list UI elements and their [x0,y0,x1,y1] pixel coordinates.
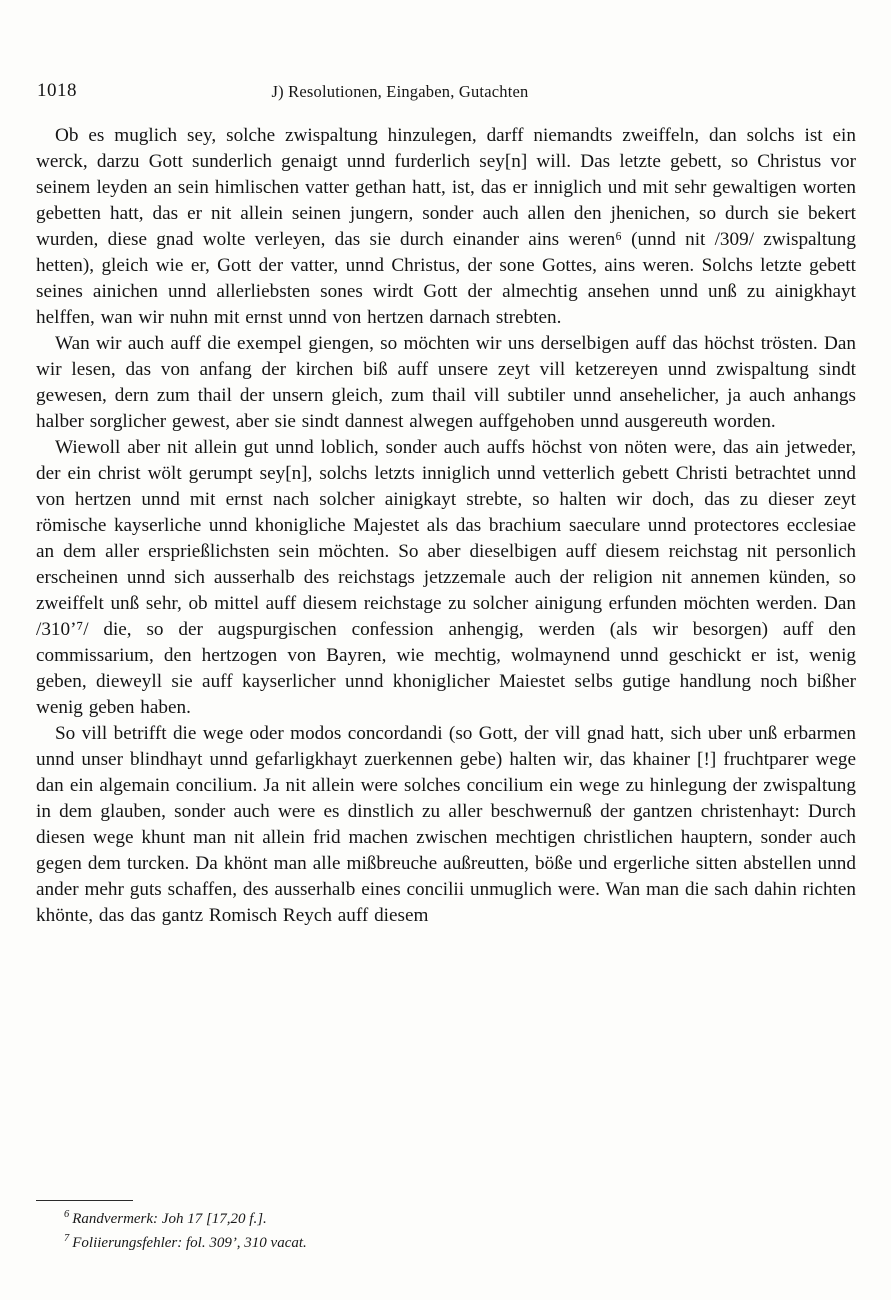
paragraph-3: Wiewoll aber nit allein gut unnd loblich, sonder auch auffs höchst von nöten were, das ain jetweder, der ein christ wölt gerumpt sey[n], solchs letzts inniglich unnd vetterlich gebett Christi betrachtet unnd von hertzen unnd mit ernst nach solcher ainigkayt strebte, so halten wir doch, das zu dieser zeyt römische kayserliche unnd khonigliche Majestet als das brachium saeculare unnd protectores ecclesiae an dem aller ersprießlichsten sein möchten. So aber dieselbigen auff diesem reichstag nit personlich erscheinen unnd sich ausserhalb des reichstags jetzzemale auch der religion nit annemen künden, so zweiffelt unß sehr, ob mittel auff diesem reichstage zu solcher ainigung erfunden möchten werden. Dan /310’⁷/ die, so der augspurgischen confession anhengig, werden (als wir besorgen) auff den commissarium, den hertzogen von Bayren, wie mechtig, wolmaynend unnd geschickt er ist, wenig geben, dieweyll sie auff kayserlicher unnd khoniglicher Maiestet selbs gutige handlung noch bißher wenig geben haben. [36,437,856,718]
footnote-marker: 6 [64,1209,70,1220]
footnote-text: Foliierungsfehler: fol. 309’, 310 vacat. [72,1234,307,1251]
footnote-6 [64,1208,856,1232]
footnote-marker: 7 [64,1232,70,1244]
footnote-separator [36,1200,133,1201]
paragraph-2: Wan wir auch auff die exempel giengen, so möchten wir uns derselbigen auff das höchst trösten. Dan wir lesen, das von anfang der kirchen biß auff unsere zeyt vill ketzereyen unnd zwispaltung sindt gewesen, dern zum thail der unsern gleich, zum thail vill subtiler unnd ansehelicher, ja auch anhangs halber sorglicher gewest, aber sie sindt dannest alwegen auffgehoben unnd ausgereuth worden. [36,333,856,432]
paragraph-4: So vill betrifft die wege oder modos concordandi (so Gott, der vill gnad hatt, sich uber unß erbarmen unnd unser blindhayt unnd gefarligkhayt zuerkennen gebe) halten wir, das khainer [!] fruchtparer wege dan ein algemain concilium. Ja nit allein were solches concilium ein wege zu hinlegung der zwispaltung in dem glauben, sonder auch were es dinstlich zu aller beschwernuß der gantzen christenhayt: Durch diesen wege khunt man nit allein frid machen zwischen mechtigen christlichen hauptern, sonder auch gegen dem turcken. Da khönt man alle mißbreuche außreutten, böße und ergerliche sitten abstellen unnd ander mehr guts schaffen, des ausserhalb eines concilii unmuglich were. Wan man die sach dahin richten khönte, das das gantz Romisch Reych auff diesem [36,723,856,926]
footnotes-section [36,1200,856,1255]
footnote-text: Randvermerk: Joh 17 [17,20 f.]. [72,1211,267,1227]
paragraph-1: Ob es muglich sey, solche zwispaltung hinzulegen, darff niemandts zweiffeln, dan solchs ist ein werck, darzu Gott sunderlich genaigt unnd furderlich sey[n] will. Das letzte gebett, so Christus vor seinem leyden an sein himlischen vatter gethan hatt, ist, das er inniglich und mit sehr gewaltigen worten gebetten hatt, das er nit allein seinen jungern, sonder auch allen den jhenichen, so durch sie bekert wurden, diese gnad wolte verleyen, das sie durch einander ains weren⁶ (unnd nit /309/ zwispaltung hetten), gleich wie er, Gott der vatter, unnd Christus, der sone Gottes, ains weren. Solchs letzte gebett seines ainichen unnd allerliebsten sones wirdt Gott der almechtig ansehen unnd unß zu ainigkhayt helffen, wan wir nuhn mit ernst unnd von hertzen darnach strebten. [36,125,856,328]
running-title: J) Resolutionen, Eingaben, Gutachten [271,82,529,101]
page-number: 1018 [37,80,77,101]
page-header [0,80,891,106]
footnote-7 [64,1232,856,1256]
body-text [36,123,856,929]
